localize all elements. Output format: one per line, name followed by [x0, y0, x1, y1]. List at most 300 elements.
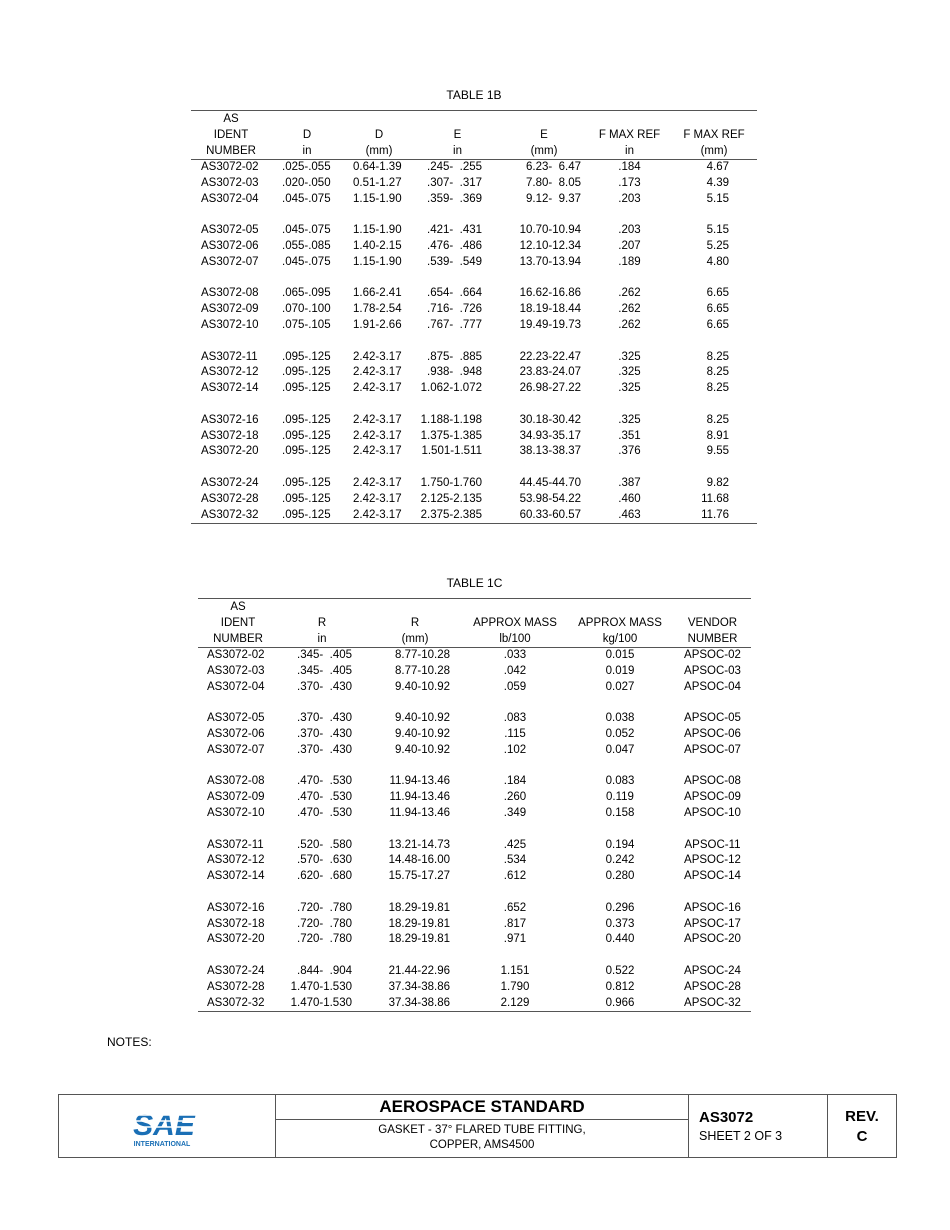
column-header: APPROX MASS: [473, 617, 557, 629]
table-cell: APSOC-20: [684, 933, 741, 946]
table-cell: APSOC-05: [684, 712, 741, 725]
column-header: NUMBER: [213, 633, 263, 645]
table-cell: APSOC-07: [684, 743, 741, 756]
table-cell: 0.51-1.27: [353, 176, 402, 189]
table-cell: .460: [618, 492, 641, 505]
table-row: [198, 838, 751, 854]
table-row: [191, 381, 757, 397]
table-cell: 0.373: [605, 917, 635, 930]
table-cell: AS3072-07: [201, 255, 259, 268]
table-row: [198, 917, 751, 933]
table-1b-header: [191, 111, 757, 160]
table-cell: 6.65: [706, 318, 729, 331]
table-cell: .370- .430: [297, 680, 352, 693]
table-cell: 4.67: [706, 161, 729, 173]
table-cell: .095-.125: [282, 445, 331, 458]
table-cell: 6.65: [706, 303, 729, 316]
table-cell: AS3072-20: [207, 933, 265, 946]
table-cell: 0.038: [605, 712, 635, 725]
document-description: [276, 1123, 688, 1153]
table-cell: AS3072-06: [207, 727, 265, 740]
group-spacer: [198, 885, 751, 901]
table-cell: 0.015: [605, 649, 635, 661]
table-cell: AS3072-32: [207, 996, 265, 1009]
table-cell: .059: [503, 680, 527, 693]
table-cell: .470- .530: [297, 791, 352, 804]
table-cell: 2.42-3.17: [353, 350, 402, 363]
table-cell: APSOC-09: [684, 791, 741, 804]
column-header: R: [410, 617, 420, 629]
column-header: NUMBER: [687, 633, 738, 645]
table-cell: 0.966: [605, 996, 635, 1009]
table-cell: 26.98-27.22: [519, 382, 581, 395]
table-cell: 9.40-10.92: [395, 680, 450, 693]
table-cell: 2.42-3.17: [353, 429, 402, 442]
table-cell: 8.25: [706, 382, 729, 395]
table-cell: AS3072-14: [201, 382, 259, 395]
column-header: F MAX REF: [683, 129, 745, 141]
table-cell: .095-.125: [282, 508, 331, 521]
table-row: [191, 444, 757, 460]
table-cell: 12.10-12.34: [519, 239, 581, 252]
table-cell: .307- .317: [427, 176, 482, 189]
table-cell: .720- .780: [297, 901, 352, 914]
table-row: [198, 869, 751, 885]
table-cell: AS3072-11: [201, 350, 258, 363]
column-header: (mm): [530, 145, 558, 157]
column-header: [343, 111, 415, 128]
table-cell: 0.019: [605, 664, 635, 677]
table-cell: .425: [503, 838, 527, 851]
table-cell: AS3072-08: [207, 775, 265, 788]
table-cell: APSOC-08: [684, 775, 741, 788]
table-cell: 0.047: [605, 743, 635, 756]
table-cell: .370- .430: [297, 727, 352, 740]
table-cell: 44.45-44.70: [519, 476, 581, 489]
table-cell: 1.40-2.15: [353, 239, 402, 252]
table-cell: 8.77-10.28: [395, 649, 450, 661]
title-block-logo-cell: [59, 1095, 276, 1157]
table-1b-title: TABLE 1B: [446, 88, 502, 102]
table-cell: APSOC-04: [684, 680, 741, 693]
table-cell: .260: [503, 791, 527, 804]
table-cell: .095-.125: [282, 366, 331, 379]
table-cell: .325: [618, 366, 641, 379]
table-row: [198, 743, 751, 759]
table-cell: .065-.095: [282, 287, 331, 300]
table-cell: 22.23-22.47: [519, 350, 581, 363]
header-row: [191, 111, 757, 128]
table-cell: 2.129: [500, 996, 530, 1009]
table-cell: .612: [503, 870, 527, 883]
table-cell: APSOC-32: [684, 996, 741, 1009]
table-cell: 2.42-3.17: [353, 492, 402, 505]
table-cell: APSOC-02: [684, 649, 741, 661]
table-cell: AS3072-09: [201, 303, 259, 316]
column-header: (mm): [700, 145, 728, 157]
table-row: [191, 255, 757, 271]
table-row: [191, 302, 757, 318]
table-cell: 37.34-38.86: [388, 980, 450, 993]
group-spacer: [191, 460, 757, 476]
table-1c: [198, 598, 751, 1012]
table-cell: .938- .948: [427, 366, 482, 379]
description-line-2: COPPER, AMS4500: [429, 1139, 535, 1151]
table-cell: 1.470-1.530: [290, 980, 352, 993]
column-header: [415, 111, 500, 128]
table-cell: .245- .255: [427, 161, 482, 173]
table-cell: .025-.055: [282, 161, 331, 173]
table-cell: .470- .530: [297, 775, 352, 788]
column-header: [674, 599, 751, 616]
table-cell: 18.19-18.44: [519, 303, 581, 316]
table-cell: APSOC-06: [684, 727, 741, 740]
title-block-title-cell: [276, 1095, 689, 1157]
table-cell: .370- .430: [297, 743, 352, 756]
table-row: [198, 996, 751, 1012]
table-cell: 1.750-1.760: [420, 476, 482, 489]
table-cell: 0.296: [605, 901, 635, 914]
table-cell: 14.48-16.00: [388, 854, 450, 867]
table-cell: AS3072-24: [201, 476, 259, 489]
group-spacer: [198, 759, 751, 775]
table-cell: 11.94-13.46: [389, 806, 450, 819]
table-cell: 5.15: [706, 224, 729, 237]
column-header: AS: [223, 113, 239, 125]
table-cell: 6.23- 6.47: [526, 161, 581, 173]
column-header: R: [317, 617, 327, 629]
table-cell: 18.29-19.81: [388, 917, 450, 930]
table-cell: 2.42-3.17: [353, 508, 402, 521]
column-header: VENDOR: [687, 617, 738, 629]
table-1c-body: [198, 648, 751, 1012]
table-cell: .115: [504, 727, 526, 740]
table-cell: 2.375-2.385: [420, 508, 482, 521]
table-cell: 1.151: [500, 964, 530, 977]
column-header: E: [540, 129, 548, 141]
table-row: [198, 664, 751, 680]
table-row: [191, 160, 757, 176]
table-cell: AS3072-02: [207, 649, 265, 661]
table-cell: .351: [618, 429, 641, 442]
table-cell: .325: [618, 350, 641, 363]
document-number: AS3072: [699, 1109, 754, 1126]
table-cell: 0.027: [605, 680, 635, 693]
column-header: kg/100: [602, 633, 638, 645]
table-cell: 1.15-1.90: [353, 255, 402, 268]
column-header: NUMBER: [206, 145, 256, 157]
table-cell: .207: [618, 239, 641, 252]
table-cell: AS3072-10: [207, 806, 265, 819]
table-row: [191, 223, 757, 239]
table-cell: AS3072-08: [201, 287, 259, 300]
table-cell: 15.75-17.27: [388, 870, 450, 883]
table-cell: 9.12- 9.37: [526, 192, 581, 205]
table-cell: .203: [618, 224, 641, 237]
table-cell: AS3072-09: [207, 791, 265, 804]
table-cell: 4.80: [706, 255, 729, 268]
column-header: [278, 599, 366, 616]
group-spacer: [191, 397, 757, 413]
table-cell: .359- .369: [427, 192, 482, 205]
table-cell: .767- .777: [427, 318, 482, 331]
table-cell: 9.40-10.92: [395, 712, 450, 725]
document-heading: AEROSPACE STANDARD: [276, 1095, 688, 1120]
table-cell: .844- .904: [297, 964, 352, 977]
table-cell: 0.194: [605, 838, 635, 851]
table-cell: AS3072-32: [201, 508, 259, 521]
table-cell: 0.052: [605, 727, 635, 740]
table-cell: .539- .549: [427, 255, 482, 268]
table-cell: 8.25: [706, 366, 729, 379]
table-row: [191, 429, 757, 445]
table-cell: 1.501-1.511: [421, 445, 482, 458]
table-cell: .463: [618, 508, 641, 521]
table-row: [191, 176, 757, 192]
column-header: IDENT: [213, 129, 249, 141]
table-cell: APSOC-24: [684, 964, 741, 977]
table-cell: 0.119: [606, 791, 634, 804]
sheet-number: SHEET 2 OF 3: [699, 1129, 783, 1143]
table-cell: .095-.125: [282, 350, 331, 363]
header-row: [198, 631, 751, 648]
table-cell: AS3072-04: [207, 680, 265, 693]
table-cell: .095-.125: [282, 492, 331, 505]
table-1b-body: [191, 160, 757, 524]
table-row: [191, 192, 757, 208]
table-cell: 34.93-35.17: [519, 429, 581, 442]
title-block-doc-cell: [689, 1095, 828, 1157]
table-cell: .102: [503, 743, 527, 756]
column-header: [271, 111, 343, 128]
column-header: in: [317, 633, 327, 645]
table-cell: AS3072-05: [207, 712, 265, 725]
table-cell: APSOC-17: [684, 917, 741, 930]
table-cell: .173: [618, 176, 641, 189]
table-cell: 11.94-13.46: [389, 775, 450, 788]
table-cell: 4.39: [706, 176, 729, 189]
table-cell: AS3072-02: [201, 161, 259, 173]
table-cell: 1.188-1.198: [420, 413, 482, 426]
table-row: [191, 413, 757, 429]
column-header: [500, 111, 588, 128]
table-cell: 1.78-2.54: [353, 303, 402, 316]
table-cell: 18.29-19.81: [388, 933, 450, 946]
table-row: [198, 932, 751, 948]
table-cell: 11.76: [701, 508, 729, 521]
table-cell: .720- .780: [297, 933, 352, 946]
table-cell: 2.42-3.17: [353, 445, 402, 458]
table-row: [191, 239, 757, 255]
table-cell: 11.68: [701, 492, 729, 505]
table-cell: .476- .486: [427, 239, 482, 252]
table-cell: 6.65: [706, 287, 729, 300]
table-cell: APSOC-16: [684, 901, 741, 914]
table-cell: AS3072-24: [207, 964, 265, 977]
group-spacer: [191, 271, 757, 287]
table-cell: AS3072-28: [201, 492, 259, 505]
table-cell: AS3072-28: [207, 980, 265, 993]
table-row: [191, 365, 757, 381]
table-cell: 2.42-3.17: [353, 382, 402, 395]
table-cell: APSOC-11: [684, 838, 741, 851]
table-cell: 1.790: [500, 980, 530, 993]
table-cell: 0.522: [605, 964, 635, 977]
notes-label: NOTES:: [107, 1035, 152, 1049]
table-cell: AS3072-03: [207, 664, 265, 677]
table-cell: .095-.125: [282, 382, 331, 395]
table-cell: .189: [618, 255, 641, 268]
table-cell: 8.25: [706, 350, 729, 363]
table-cell: 9.55: [706, 445, 729, 458]
table-cell: 1.375-1.385: [420, 429, 482, 442]
table-cell: 10.70-10.94: [519, 224, 581, 237]
table-cell: .070-.100: [282, 303, 331, 316]
table-cell: 19.49-19.73: [519, 318, 581, 331]
table-cell: .045-.075: [282, 224, 331, 237]
table-cell: 8.25: [706, 413, 729, 426]
svg-text:INTERNATIONAL: INTERNATIONAL: [133, 1141, 191, 1148]
column-header: in: [302, 145, 312, 157]
table-cell: 38.13-38.37: [519, 445, 581, 458]
svg-text:SAE: SAE: [133, 1109, 195, 1142]
description-line-1: GASKET - 37° FLARED TUBE FITTING,: [378, 1124, 586, 1136]
table-row: [198, 980, 751, 996]
table-cell: 1.66-2.41: [353, 287, 402, 300]
table-cell: .083: [503, 712, 527, 725]
table-1c-title: TABLE 1C: [446, 576, 503, 590]
table-cell: 5.15: [706, 192, 729, 205]
table-cell: .095-.125: [282, 429, 331, 442]
table-cell: .370- .430: [297, 712, 352, 725]
table-cell: APSOC-28: [684, 980, 741, 993]
table-cell: 8.77-10.28: [395, 664, 450, 677]
table-row: [198, 964, 751, 980]
table-cell: AS3072-07: [207, 743, 265, 756]
table-cell: 2.42-3.17: [353, 413, 402, 426]
table-cell: 1.470-1.530: [290, 996, 352, 1009]
table-cell: 7.80- 8.05: [526, 176, 581, 189]
header-row: [191, 127, 757, 143]
table-cell: .045-.075: [282, 192, 331, 205]
header-row: [198, 599, 751, 616]
table-row: [198, 711, 751, 727]
group-spacer: [198, 695, 751, 711]
table-cell: APSOC-14: [684, 870, 741, 883]
revision: [828, 1107, 896, 1147]
table-cell: .421- .431: [427, 224, 482, 237]
table-row: [191, 508, 757, 524]
table-cell: 30.18-30.42: [519, 413, 581, 426]
table-cell: .095-.125: [282, 476, 331, 489]
table-cell: .184: [618, 161, 641, 173]
header-row: [198, 615, 751, 631]
table-cell: .042: [503, 664, 527, 677]
table-cell: .075-.105: [282, 318, 331, 331]
table-cell: AS3072-03: [201, 176, 259, 189]
column-header: D: [302, 129, 312, 141]
table-cell: .376: [618, 445, 641, 458]
table-cell: .325: [618, 382, 641, 395]
table-row: [198, 648, 751, 664]
table-row: [198, 680, 751, 696]
table-cell: 53.98-54.22: [519, 492, 581, 505]
column-header: [671, 111, 757, 128]
column-header: IDENT: [220, 617, 256, 629]
table-row: [191, 492, 757, 508]
table-cell: 2.125-2.135: [420, 492, 482, 505]
table-cell: .720- .780: [297, 917, 352, 930]
table-cell: APSOC-12: [684, 854, 741, 867]
table-cell: .520- .580: [297, 838, 352, 851]
column-header: [366, 599, 464, 616]
table-cell: .349: [503, 806, 527, 819]
table-cell: AS3072-05: [201, 224, 259, 237]
table-cell: 1.15-1.90: [353, 224, 402, 237]
table-cell: 0.440: [605, 933, 635, 946]
table-cell: 0.242: [605, 854, 635, 867]
table-cell: 16.62-16.86: [519, 287, 581, 300]
table-row: [198, 901, 751, 917]
table-cell: .620- .680: [297, 870, 352, 883]
table-cell: 21.44-22.96: [388, 964, 450, 977]
table-cell: AS3072-16: [207, 901, 265, 914]
table-cell: 37.34-38.86: [388, 996, 450, 1009]
table-cell: 18.29-19.81: [388, 901, 450, 914]
table-cell: AS3072-20: [201, 445, 259, 458]
table-row: [198, 790, 751, 806]
table-cell: AS3072-12: [201, 366, 259, 379]
revision-value: C: [856, 1128, 868, 1145]
group-spacer: [198, 948, 751, 964]
table-cell: .262: [618, 303, 641, 316]
table-cell: 1.062-1.072: [420, 382, 482, 395]
table-cell: 1.91-2.66: [353, 318, 402, 331]
table-cell: .716- .726: [427, 303, 482, 316]
table-cell: .875- .885: [427, 350, 482, 363]
table-cell: 0.64-1.39: [353, 161, 402, 173]
table-cell: 0.158: [605, 806, 635, 819]
table-cell: .184: [503, 775, 527, 788]
column-header: lb/100: [499, 633, 531, 645]
table-cell: APSOC-10: [684, 806, 741, 819]
table-cell: .570- .630: [297, 854, 352, 867]
table-cell: AS3072-14: [207, 870, 265, 883]
title-block-rev-cell: [828, 1095, 896, 1157]
table-cell: 13.70-13.94: [519, 255, 581, 268]
table-cell: .020-.050: [282, 176, 331, 189]
column-header: (mm): [401, 633, 429, 645]
table-cell: AS3072-04: [201, 192, 259, 205]
sae-logo: [129, 1105, 199, 1149]
column-header: in: [453, 145, 462, 157]
table-cell: APSOC-03: [684, 664, 741, 677]
table-cell: 9.82: [706, 476, 729, 489]
table-cell: 60.33-60.57: [519, 508, 581, 521]
table-cell: AS3072-11: [207, 838, 264, 851]
table-cell: 9.40-10.92: [395, 743, 450, 756]
table-cell: .055-.085: [282, 239, 331, 252]
header-row: [191, 143, 757, 160]
column-header: AS: [230, 601, 246, 613]
column-header: in: [625, 145, 634, 157]
table-cell: .203: [618, 192, 641, 205]
table-cell: .262: [618, 287, 641, 300]
table-cell: 2.42-3.17: [353, 476, 402, 489]
column-header: [464, 599, 566, 616]
table-cell: AS3072-16: [201, 413, 259, 426]
column-header: F MAX REF: [598, 129, 661, 141]
